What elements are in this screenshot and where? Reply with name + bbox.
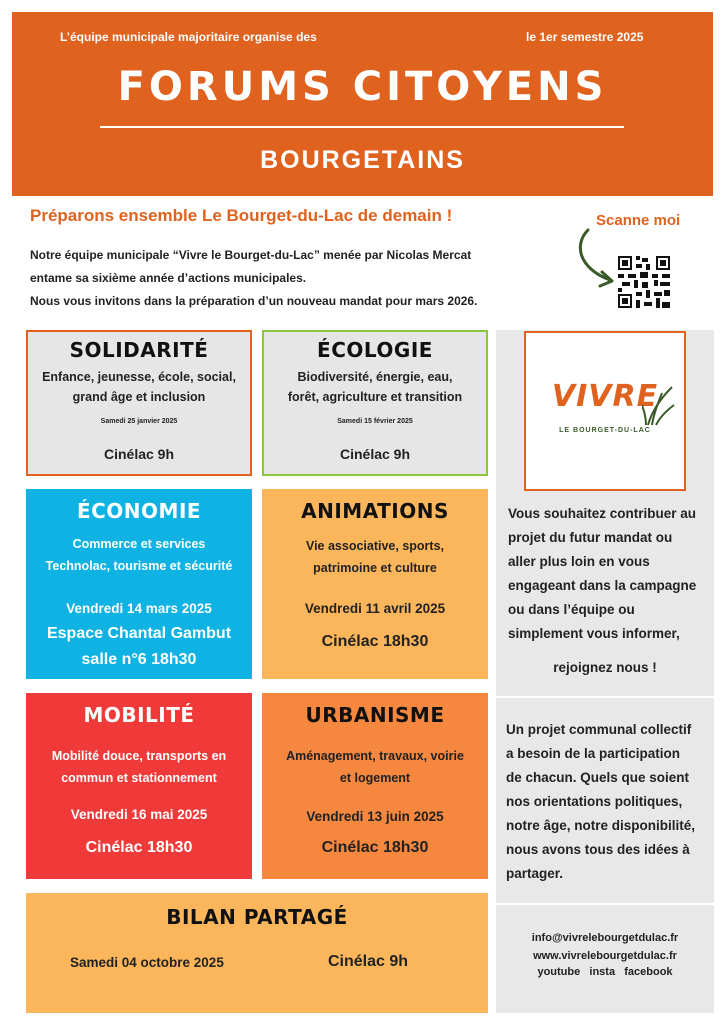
intro-heading: Préparons ensemble Le Bourget-du-Lac de demain ! <box>30 206 453 225</box>
forum-date: Vendredi 13 juin 2025 <box>306 809 444 824</box>
contribute-line: engageant dans la campagne <box>508 578 697 593</box>
intro-line-1: Notre équipe municipale “Vivre le Bourget-du-Lac” menée par Nicolas Mercat <box>30 248 472 262</box>
contribute-text <box>508 502 714 646</box>
contact-website[interactable]: www.vivrelebourgetdulac.fr <box>533 950 677 962</box>
forum-title: SOLIDARITÉ <box>69 338 209 362</box>
forum-date: Samedi 15 février 2025 <box>337 418 413 425</box>
contribute-line: aller plus loin en vous <box>508 554 650 569</box>
forum-date: Samedi 25 janvier 2025 <box>100 418 178 425</box>
forum-place: Cinélac 9h <box>339 446 411 462</box>
contribute-line: projet du futur mandat ou <box>508 530 673 545</box>
forum-title: MOBILITÉ <box>83 703 195 727</box>
forum-place: Espace Chantal Gambut <box>46 625 232 642</box>
forum-place: Cinélac 18h30 <box>85 839 193 856</box>
forum-place: Cinélac 18h30 <box>321 839 429 856</box>
forum-title: URBANISME <box>305 703 445 727</box>
contribute-line: simplement vous informer, <box>508 626 680 641</box>
project-line: a besoin de la participation <box>506 746 681 761</box>
vivre-logo <box>524 331 686 491</box>
forum-ecologie <box>262 330 488 476</box>
project-line: notre âge, notre disponibilité, <box>506 818 696 833</box>
project-text <box>506 718 712 886</box>
reed-icon <box>642 383 676 427</box>
forum-theme: Biodiversité, énergie, eau, <box>297 370 453 384</box>
intro-line-2: entame sa sixième année d’actions municipales. <box>30 271 307 285</box>
forum-theme: patrimoine et culture <box>313 561 437 575</box>
forum-theme: commun et stationnement <box>61 771 217 785</box>
forum-bilan <box>26 893 488 1013</box>
page-subtitle: BOURGETAINS <box>260 146 465 174</box>
project-line: de chacun. Quels que soient <box>506 770 690 785</box>
forum-title: ÉCOLOGIE <box>317 338 433 362</box>
join-call: rejoignez nous ! <box>553 660 657 675</box>
contact-email[interactable]: info@vivrelebourgetdulac.fr <box>531 932 679 944</box>
semester-label: le 1er semestre 2025 <box>526 30 644 44</box>
forum-urbanisme <box>262 693 488 879</box>
project-line: nos orientations politiques, <box>506 794 683 809</box>
project-line: nous avons tous des idées à <box>506 842 690 857</box>
title-divider <box>100 126 624 128</box>
forum-date: Samedi 04 octobre 2025 <box>70 955 224 970</box>
forum-theme: grand âge et inclusion <box>72 390 206 404</box>
forum-theme: et logement <box>339 771 411 785</box>
forum-theme: Mobilité douce, transports en <box>51 749 227 763</box>
sidebar-divider <box>496 903 714 905</box>
forum-date: Vendredi 11 avril 2025 <box>304 601 446 616</box>
forum-theme: Enfance, jeunesse, école, social, <box>42 370 236 384</box>
forum-title: ÉCONOMIE <box>76 499 202 523</box>
forum-title: ANIMATIONS <box>301 499 449 523</box>
forum-mobilite <box>26 693 252 879</box>
forum-place: salle n°6 18h30 <box>81 651 197 668</box>
forum-date: Vendredi 14 mars 2025 <box>66 601 212 616</box>
forum-theme: Aménagement, travaux, voirie <box>286 749 464 763</box>
forum-theme: Technolac, tourisme et sécurité <box>45 559 233 573</box>
logo-word: VIVRE <box>551 379 659 414</box>
forum-date: Vendredi 16 mai 2025 <box>70 807 208 822</box>
qr-code-icon[interactable] <box>618 256 670 308</box>
forum-theme: forêt, agriculture et transition <box>287 390 463 404</box>
organizer-line: L’équipe municipale majoritaire organise des <box>60 30 317 44</box>
intro-line-3: Nous vous invitons dans la préparation d’un nouveau mandat pour mars 2026. <box>30 294 478 308</box>
social-links[interactable]: youtube insta facebook <box>537 966 673 978</box>
forum-animations <box>262 489 488 679</box>
curved-arrow-icon <box>570 222 620 292</box>
forum-place: Cinélac 9h <box>328 953 409 970</box>
logo-subtitle: LE BOURGET-DU-LAC <box>559 427 651 434</box>
forum-place: Cinélac 18h30 <box>321 633 429 650</box>
sidebar-divider <box>496 696 714 698</box>
contribute-line: Vous souhaitez contribuer au <box>508 506 697 521</box>
project-line: partager. <box>506 866 564 881</box>
forum-title: BILAN PARTAGÉ <box>166 905 348 929</box>
page-title: FORUMS CITOYENS <box>117 64 608 110</box>
forum-economie <box>26 489 252 679</box>
forum-solidarite <box>26 330 252 476</box>
forum-theme: Commerce et services <box>72 537 206 551</box>
scan-label: Scanne moi <box>596 212 681 229</box>
project-line: Un projet communal collectif <box>506 722 692 737</box>
contribute-line: ou dans l’équipe ou <box>508 602 635 617</box>
forum-theme: Vie associative, sports, <box>305 539 445 553</box>
forum-place: Cinélac 9h <box>103 446 175 462</box>
